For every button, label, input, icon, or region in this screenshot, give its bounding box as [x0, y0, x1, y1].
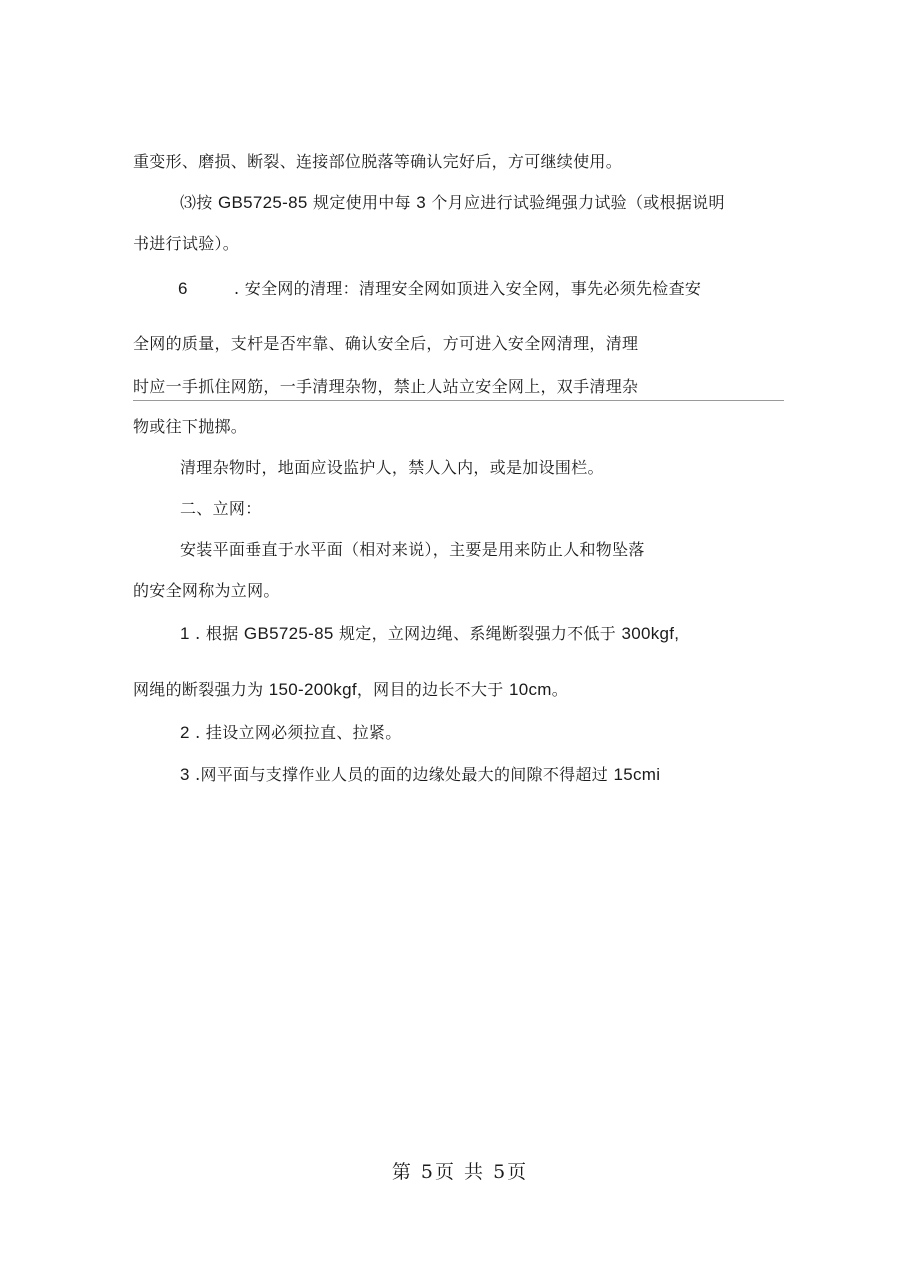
text-segment: 清理杂物时，地面应设监护人，禁人入内，或是加设围栏。 — [180, 458, 604, 477]
number-value: 3 — [416, 193, 426, 212]
number-value: 300kgf, — [621, 624, 680, 643]
page-current: 5 — [420, 1161, 435, 1183]
section-heading — [180, 499, 262, 519]
text-segment: . 安全网的清理：清理安全网如顶进入安全网，事先必须先检查安 — [234, 279, 702, 298]
text-segment: 时应一手抓住网筋，一手清理杂物，禁止人站立安全网上，双手清理杂 — [133, 377, 639, 396]
text-segment: 书进行试验）。 — [133, 234, 240, 253]
text-segment: ⑶按 — [180, 193, 218, 212]
paragraph-line — [180, 765, 660, 785]
item-number: 3 — [180, 765, 190, 784]
horizontal-rule — [133, 400, 784, 401]
text-segment: 规定使用中每 — [307, 193, 417, 212]
paragraph-line — [133, 680, 568, 700]
text-segment: 二、立网： — [180, 499, 262, 518]
text-segment: . 挂设立网必须拉直、拉紧。 — [189, 723, 402, 742]
paragraph-line — [180, 193, 725, 213]
text-segment: 安装平面垂直于水平面（相对来说），主要是用来防止人和物坠落 — [180, 540, 645, 559]
paragraph-line — [180, 540, 645, 560]
paragraph-line — [133, 334, 638, 354]
paragraph-line — [133, 417, 247, 437]
paragraph-line — [133, 234, 239, 254]
text-segment: 的安全网称为立网。 — [133, 581, 280, 600]
paragraph-line — [133, 581, 280, 601]
text-segment: ，网目的边长不大于 — [356, 680, 509, 699]
item-number: 6 — [178, 279, 188, 298]
number-value: 15cmi — [613, 765, 661, 784]
number-value: 150-200kgf — [268, 680, 357, 699]
text-segment: 网绳的断裂强力为 — [133, 680, 269, 699]
text-segment: 全网的质量，支杆是否牢靠、确认安全后，方可进入安全网清理，清理 — [133, 334, 639, 353]
text-segment: .网平面与支撑作业人员的面的边缘处最大的间隙不得超过 — [189, 765, 614, 784]
page-total: 5 — [493, 1161, 508, 1183]
number-value: 10cm — [508, 680, 552, 699]
text-segment: 物或往下抛掷。 — [133, 417, 248, 436]
item-number: 2 — [180, 723, 190, 742]
paragraph-line — [133, 152, 622, 172]
paragraph-line — [180, 723, 402, 743]
standard-code: GB5725-85 — [218, 193, 308, 212]
paragraph-line — [180, 624, 679, 644]
text-segment: 个月应进行试验绳强力试验（或根据说明 — [426, 193, 725, 212]
paragraph-line — [178, 279, 701, 299]
standard-code: GB5725-85 — [243, 624, 334, 643]
text-segment: 重变形、磨损、断裂、连接部位脱落等确认完好后，方可继续使用。 — [133, 152, 623, 171]
text-segment: . 根据 — [189, 624, 244, 643]
paragraph-line — [180, 458, 604, 478]
text-segment: 。 — [551, 680, 569, 699]
page-label-prefix: 第 — [391, 1161, 413, 1183]
page-label-mid: 页 共 — [434, 1161, 486, 1183]
page-label-suffix: 页 — [507, 1161, 529, 1183]
page-footer — [0, 1160, 920, 1184]
paragraph-line — [133, 377, 638, 397]
text-segment: 规定，立网边绳、系绳断裂强力不低于 — [333, 624, 622, 643]
item-number: 1 — [180, 624, 190, 643]
